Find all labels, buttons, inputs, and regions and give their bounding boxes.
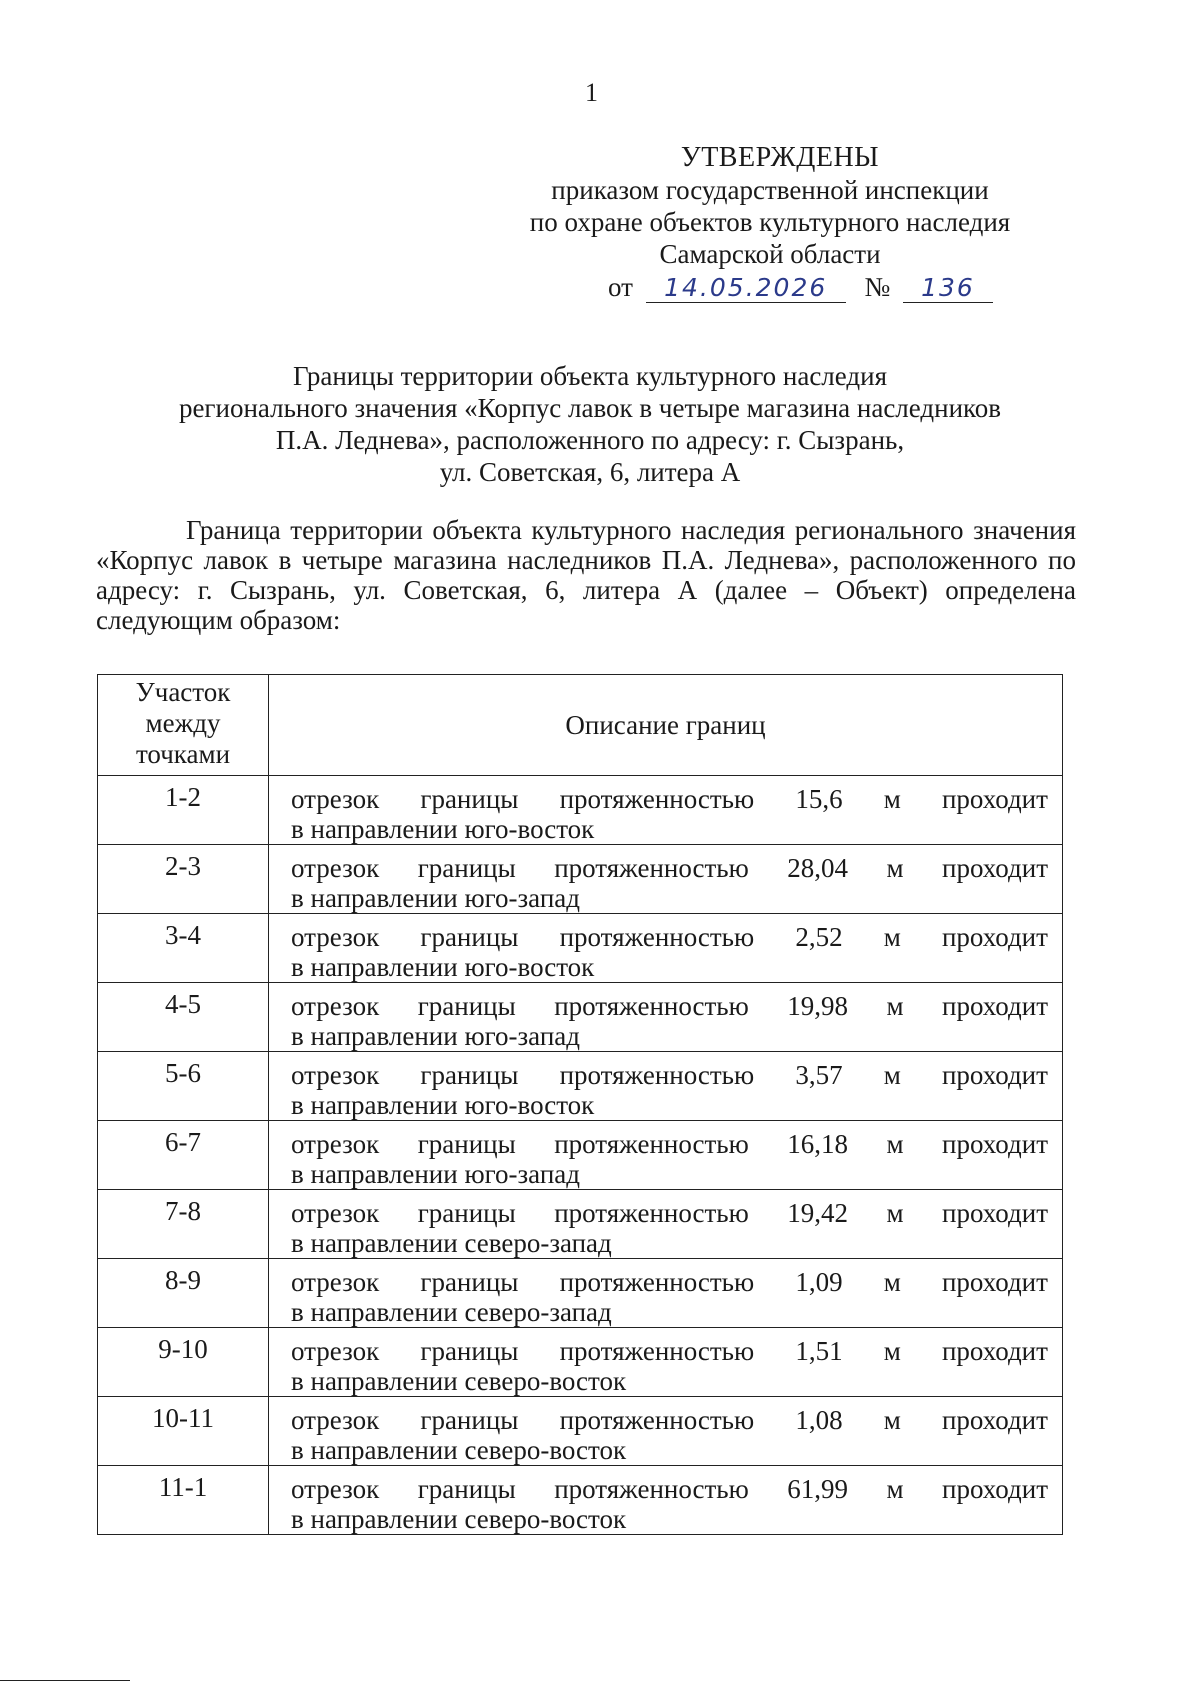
segment-word: отрезок bbox=[291, 991, 380, 1021]
description-cell bbox=[269, 914, 1063, 983]
length-word: протяженностью bbox=[554, 853, 749, 883]
from-label: от bbox=[608, 272, 633, 302]
length-word: протяженностью bbox=[554, 1198, 749, 1228]
table-row bbox=[98, 914, 1063, 983]
length-word: протяженностью bbox=[554, 1129, 749, 1159]
unit-label: м bbox=[883, 1267, 901, 1297]
length-word: протяженностью bbox=[554, 991, 749, 1021]
table-row bbox=[98, 1259, 1063, 1328]
border-word: границы bbox=[417, 1198, 516, 1228]
description-line-1 bbox=[291, 1267, 1048, 1297]
passes-word: проходит bbox=[942, 1198, 1048, 1228]
passes-word: проходит bbox=[941, 922, 1048, 952]
table-row bbox=[98, 845, 1063, 914]
description-line-1 bbox=[291, 1129, 1048, 1159]
passes-word: проходит bbox=[942, 1474, 1048, 1504]
length-word: протяженностью bbox=[559, 1060, 755, 1090]
segment-cell: 3-4 bbox=[98, 914, 269, 983]
table-row bbox=[98, 1328, 1063, 1397]
passes-word: проходит bbox=[941, 1336, 1048, 1366]
intro-paragraph: Граница территории объекта культурного наследия регионального значения «Корпус лавок в четыре магазина наследников П.А. Леднева», расположенного по адресу: г. Сызрань, ул. Советская, 6, литера А (далее – Объект) определена следующим образом: bbox=[96, 515, 1076, 635]
description-line-1 bbox=[291, 1336, 1048, 1366]
segment-word: отрезок bbox=[291, 853, 380, 883]
length-value: 15,6 bbox=[795, 784, 843, 814]
table-row bbox=[98, 983, 1063, 1052]
table-row bbox=[98, 1121, 1063, 1190]
unit-label: м bbox=[886, 853, 904, 883]
border-word: границы bbox=[420, 784, 519, 814]
unit-label: м bbox=[886, 1198, 904, 1228]
table-header-row bbox=[98, 675, 1063, 776]
title-line-2: регионального значения «Корпус лавок в четыре магазина наследников bbox=[178, 393, 1002, 423]
segment-word: отрезок bbox=[291, 1267, 380, 1297]
length-value: 2,52 bbox=[795, 922, 843, 952]
length-value: 61,99 bbox=[787, 1474, 848, 1504]
direction-text: в направлении северо-восток bbox=[291, 1504, 627, 1534]
border-word: границы bbox=[417, 991, 516, 1021]
length-value: 19,98 bbox=[787, 991, 848, 1021]
table-row bbox=[98, 1052, 1063, 1121]
order-date-line bbox=[608, 272, 993, 303]
border-word: границы bbox=[420, 1405, 519, 1435]
passes-word: проходит bbox=[941, 1060, 1048, 1090]
number-label: № bbox=[864, 272, 891, 302]
direction-text: в направлении северо-запад bbox=[291, 1297, 612, 1327]
border-word: границы bbox=[417, 1129, 516, 1159]
segment-word: отрезок bbox=[291, 1060, 380, 1090]
segment-cell: 8-9 bbox=[98, 1259, 269, 1328]
segment-cell: 7-8 bbox=[98, 1190, 269, 1259]
header-segment: Участок между точками bbox=[98, 675, 269, 776]
unit-label: м bbox=[883, 1405, 901, 1435]
table-row bbox=[98, 1190, 1063, 1259]
segment-cell: 5-6 bbox=[98, 1052, 269, 1121]
direction-text: в направлении северо-восток bbox=[291, 1435, 627, 1465]
document-title bbox=[120, 360, 1060, 488]
description-line-1 bbox=[291, 922, 1048, 952]
length-word: протяженностью bbox=[554, 1474, 749, 1504]
table-row bbox=[98, 776, 1063, 845]
boundary-table bbox=[97, 674, 1063, 1535]
passes-word: проходит bbox=[942, 991, 1048, 1021]
description-line-1 bbox=[291, 1060, 1048, 1090]
unit-label: м bbox=[883, 784, 901, 814]
table-row bbox=[98, 1397, 1063, 1466]
length-word: протяженностью bbox=[559, 1405, 755, 1435]
length-value: 1,09 bbox=[795, 1267, 843, 1297]
segment-cell: 2-3 bbox=[98, 845, 269, 914]
description-cell bbox=[269, 983, 1063, 1052]
length-word: протяженностью bbox=[559, 1336, 755, 1366]
description-cell bbox=[269, 1397, 1063, 1466]
length-word: протяженностью bbox=[559, 922, 755, 952]
border-word: границы bbox=[420, 1267, 519, 1297]
description-line-1 bbox=[291, 1198, 1048, 1228]
direction-text: в направлении юго-восток bbox=[291, 814, 595, 844]
approval-block bbox=[505, 142, 1035, 270]
unit-label: м bbox=[886, 991, 904, 1021]
approval-line-2: по охране объектов культурного наследия bbox=[529, 207, 1011, 237]
length-value: 1,51 bbox=[795, 1336, 843, 1366]
description-cell bbox=[269, 1190, 1063, 1259]
segment-cell: 11-1 bbox=[98, 1466, 269, 1535]
description-cell bbox=[269, 1121, 1063, 1190]
passes-word: проходит bbox=[941, 1405, 1048, 1435]
border-word: границы bbox=[417, 1474, 516, 1504]
title-line-4: ул. Советская, 6, литера А bbox=[439, 457, 741, 487]
direction-text: в направлении юго-восток bbox=[291, 1090, 595, 1120]
unit-label: м bbox=[883, 1060, 901, 1090]
passes-word: проходит bbox=[941, 1267, 1048, 1297]
direction-text: в направлении северо-восток bbox=[291, 1366, 627, 1396]
segment-cell: 1-2 bbox=[98, 776, 269, 845]
direction-text: в направлении юго-восток bbox=[291, 952, 595, 982]
description-cell bbox=[269, 1328, 1063, 1397]
footnote-rule bbox=[0, 1680, 130, 1681]
passes-word: проходит bbox=[942, 853, 1048, 883]
direction-text: в направлении юго-запад bbox=[291, 1159, 580, 1189]
segment-word: отрезок bbox=[291, 1129, 380, 1159]
title-line-1: Границы территории объекта культурного наследия bbox=[292, 361, 888, 391]
length-word: протяженностью bbox=[559, 784, 755, 814]
direction-text: в направлении юго-запад bbox=[291, 1021, 580, 1051]
handwritten-date: 14.05.2026 bbox=[646, 273, 846, 303]
description-line-1 bbox=[291, 991, 1048, 1021]
unit-label: м bbox=[886, 1474, 904, 1504]
approval-heading: УТВЕРЖДЕНЫ bbox=[680, 142, 880, 173]
page-number: 1 bbox=[585, 78, 598, 107]
border-word: границы bbox=[420, 1060, 519, 1090]
segment-word: отрезок bbox=[291, 1198, 380, 1228]
segment-cell: 10-11 bbox=[98, 1397, 269, 1466]
approval-line-1: приказом государственной инспекции bbox=[551, 175, 989, 205]
description-line-1 bbox=[291, 1474, 1048, 1504]
passes-word: проходит bbox=[941, 784, 1048, 814]
description-line-1 bbox=[291, 853, 1048, 883]
table-body bbox=[98, 776, 1063, 1535]
border-word: границы bbox=[420, 922, 519, 952]
border-word: границы bbox=[420, 1336, 519, 1366]
border-word: границы bbox=[417, 853, 516, 883]
description-cell bbox=[269, 1466, 1063, 1535]
length-value: 28,04 bbox=[787, 853, 848, 883]
description-cell bbox=[269, 845, 1063, 914]
segment-word: отрезок bbox=[291, 784, 380, 814]
description-cell bbox=[269, 1052, 1063, 1121]
unit-label: м bbox=[886, 1129, 904, 1159]
length-value: 16,18 bbox=[787, 1129, 848, 1159]
description-cell bbox=[269, 1259, 1063, 1328]
length-value: 19,42 bbox=[787, 1198, 848, 1228]
segment-cell: 6-7 bbox=[98, 1121, 269, 1190]
direction-text: в направлении юго-запад bbox=[291, 883, 580, 913]
unit-label: м bbox=[883, 1336, 901, 1366]
description-line-1 bbox=[291, 784, 1048, 814]
segment-word: отрезок bbox=[291, 1405, 380, 1435]
unit-label: м bbox=[883, 922, 901, 952]
segment-cell: 4-5 bbox=[98, 983, 269, 1052]
handwritten-number: 136 bbox=[903, 273, 993, 303]
length-word: протяженностью bbox=[559, 1267, 755, 1297]
segment-word: отрезок bbox=[291, 1336, 380, 1366]
table-row bbox=[98, 1466, 1063, 1535]
approval-line-3: Самарской области bbox=[659, 239, 881, 269]
segment-word: отрезок bbox=[291, 1474, 380, 1504]
description-line-1 bbox=[291, 1405, 1048, 1435]
direction-text: в направлении северо-запад bbox=[291, 1228, 612, 1258]
length-value: 1,08 bbox=[795, 1405, 843, 1435]
segment-cell: 9-10 bbox=[98, 1328, 269, 1397]
description-cell bbox=[269, 776, 1063, 845]
passes-word: проходит bbox=[942, 1129, 1048, 1159]
segment-word: отрезок bbox=[291, 922, 380, 952]
header-description: Описание границ bbox=[269, 675, 1063, 776]
length-value: 3,57 bbox=[795, 1060, 843, 1090]
title-line-3: П.А. Леднева», расположенного по адресу: г. Сызрань, bbox=[275, 425, 905, 455]
